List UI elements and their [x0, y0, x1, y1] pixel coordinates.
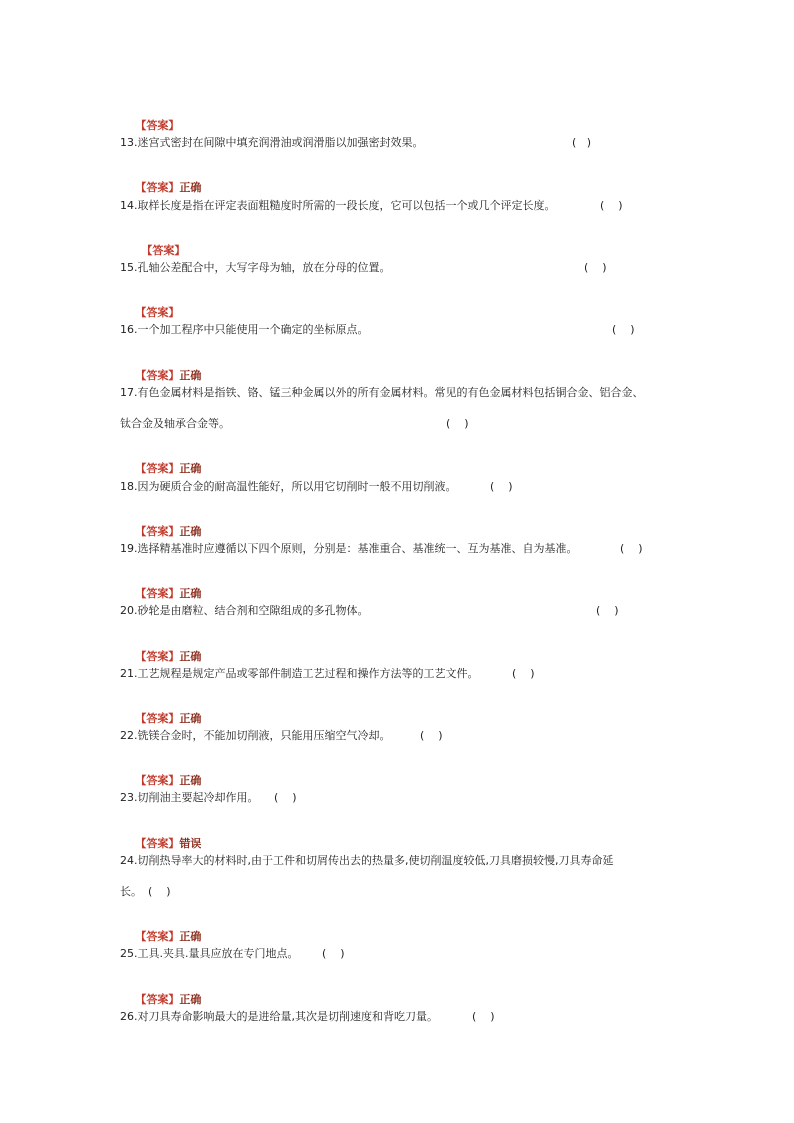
question-18: 18.因为硬质合金的耐高温性能好，所以用它切削时一般不用切削液。 — [120, 480, 457, 493]
answer-label: 【答案】 — [135, 119, 180, 132]
answer-value: 正确 — [179, 369, 202, 382]
question-25: 25.工具.夹具.量具应放在专门地点。 — [120, 947, 299, 960]
answer-label: 【答案】 — [135, 306, 180, 319]
question-16: 16.一个加工程序中只能使用一个确定的坐标原点。 — [120, 323, 369, 336]
answer-blank-21: ( ) — [512, 667, 535, 680]
answer-blank-19: ( ) — [620, 542, 643, 555]
answer-label: 【答案】 — [135, 369, 180, 382]
question-15: 15.孔轴公差配合中，大写字母为轴，放在分母的位置。 — [120, 261, 391, 274]
answer-value: 正确 — [179, 525, 202, 538]
question-24-line-1: 24.切削热导率大的材料时,由于工件和切屑传出去的热量多,使切削温度较低,刀具磨损较慢,刀具寿命延 — [120, 854, 614, 867]
answer-label: 【答案】 — [135, 525, 180, 538]
answer-blank-15: ( ) — [584, 261, 607, 274]
answer-blank-17: ( ) — [446, 417, 469, 430]
answer-label: 【答案】 — [135, 462, 180, 475]
question-24-line-2: 长。 — [120, 885, 142, 898]
answer-value: 正确 — [179, 650, 202, 663]
question-23: 23.切削油主要起冷却作用。 — [120, 791, 259, 804]
answer-blank-26: ( ) — [472, 1010, 495, 1023]
answer-blank-23: ( ) — [274, 791, 297, 804]
answer-value: 正确 — [179, 181, 202, 194]
answer-label: 【答案】 — [135, 181, 180, 194]
answer-blank-25: ( ) — [322, 947, 345, 960]
question-22: 22.铣镁合金时，不能加切削液，只能用压缩空气冷却。 — [120, 729, 391, 742]
answer-blank-18: ( ) — [490, 480, 513, 493]
question-19: 19.选择精基准时应遵循以下四个原则，分别是：基准重合、基准统一、互为基准、自为基准。 — [120, 542, 578, 555]
question-21: 21.工艺规程是规定产品或零部件制造工艺过程和操作方法等的工艺文件。 — [120, 667, 479, 680]
answer-label: 【答案】 — [135, 993, 180, 1006]
answer-blank-16: ( ) — [612, 323, 635, 336]
answer-label: 【答案】 — [135, 930, 180, 943]
answer-blank-20: ( ) — [596, 604, 619, 617]
answer-value: 正确 — [179, 993, 202, 1006]
answer-label: 【答案】 — [141, 244, 186, 257]
question-26: 26.对刀具寿命影响最大的是进给量,其次是切削速度和背吃刀量。 — [120, 1010, 438, 1023]
answer-label: 【答案】 — [135, 774, 180, 787]
question-13: 13.迷宫式密封在间隙中填充润滑油或润滑脂以加强密封效果。 — [120, 136, 424, 149]
answer-label: 【答案】 — [135, 587, 180, 600]
answer-value: 错误 — [179, 837, 202, 850]
answer-value: 正确 — [179, 712, 202, 725]
answer-blank-22: ( ) — [420, 729, 443, 742]
answer-value: 正确 — [179, 774, 202, 787]
question-17-line-2: 钛合金及轴承合金等。 — [120, 417, 230, 430]
answer-label: 【答案】 — [135, 837, 180, 850]
answer-blank-24: ( ) — [148, 885, 171, 898]
answer-value: 正确 — [179, 587, 202, 600]
answer-label: 【答案】 — [135, 712, 180, 725]
question-14: 14.取样长度是指在评定表面粗糙度时所需的一段长度，它可以包括一个或几个评定长度。 — [120, 199, 556, 212]
question-20: 20.砂轮是由磨粒、结合剂和空隙组成的多孔物体。 — [120, 604, 369, 617]
answer-label: 【答案】 — [135, 650, 180, 663]
question-17-line-1: 17.有色金属材料是指铁、铬、锰三种金属以外的所有金属材料。常见的有色金属材料包括铜合金、铝合金、 — [120, 386, 644, 399]
answer-value: 正确 — [179, 930, 202, 943]
answer-blank-13: ( ) — [572, 136, 592, 149]
answer-value: 正确 — [179, 462, 202, 475]
answer-blank-14: ( ) — [600, 199, 623, 212]
